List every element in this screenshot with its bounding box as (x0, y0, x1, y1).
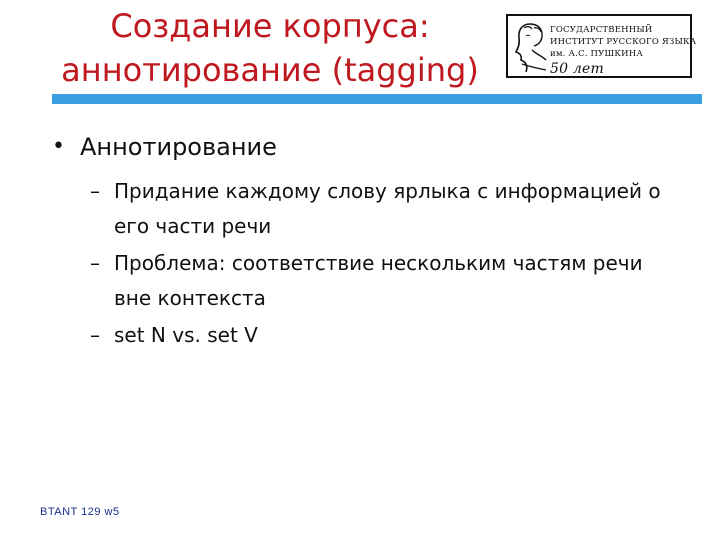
slide-footer: BTANT 129 w5 (40, 506, 120, 518)
subpoint (52, 318, 672, 353)
title-divider (52, 94, 702, 104)
slide-title (40, 4, 500, 92)
subpoint (52, 246, 672, 316)
slide-body (52, 132, 672, 353)
title-line-1: Создание корпуса: (110, 7, 430, 45)
logo-line-3: им. А.С. ПУШКИНА (550, 49, 644, 59)
subpoint-text: set N vs. set V (114, 323, 258, 347)
institute-logo (506, 14, 697, 78)
bullet-text: Аннотирование (80, 133, 277, 161)
dash-icon: – (90, 179, 100, 203)
subpoint (52, 174, 672, 244)
dash-icon: – (90, 323, 100, 347)
logo-line-1: ГОСУДАРСТВЕННЫЙ (550, 25, 653, 35)
logo-line-4: 50 лет (550, 61, 604, 77)
subpoint-list (52, 174, 672, 353)
pushkin-portrait-icon (512, 20, 550, 74)
subpoint-text: Придание каждому слову ярлыка с информацией о его части речи (114, 179, 661, 238)
dash-icon: – (90, 251, 100, 275)
bullet-item (52, 132, 672, 162)
title-line-2: аннотирование (tagging) (61, 51, 479, 89)
logo-line-2: ИНСТИТУТ РУССКОГО ЯЗЫКА (550, 37, 697, 47)
subpoint-text: Проблема: соответствие нескольким частям речи вне контекста (114, 251, 643, 310)
bullet-dot-icon: • (52, 134, 65, 159)
